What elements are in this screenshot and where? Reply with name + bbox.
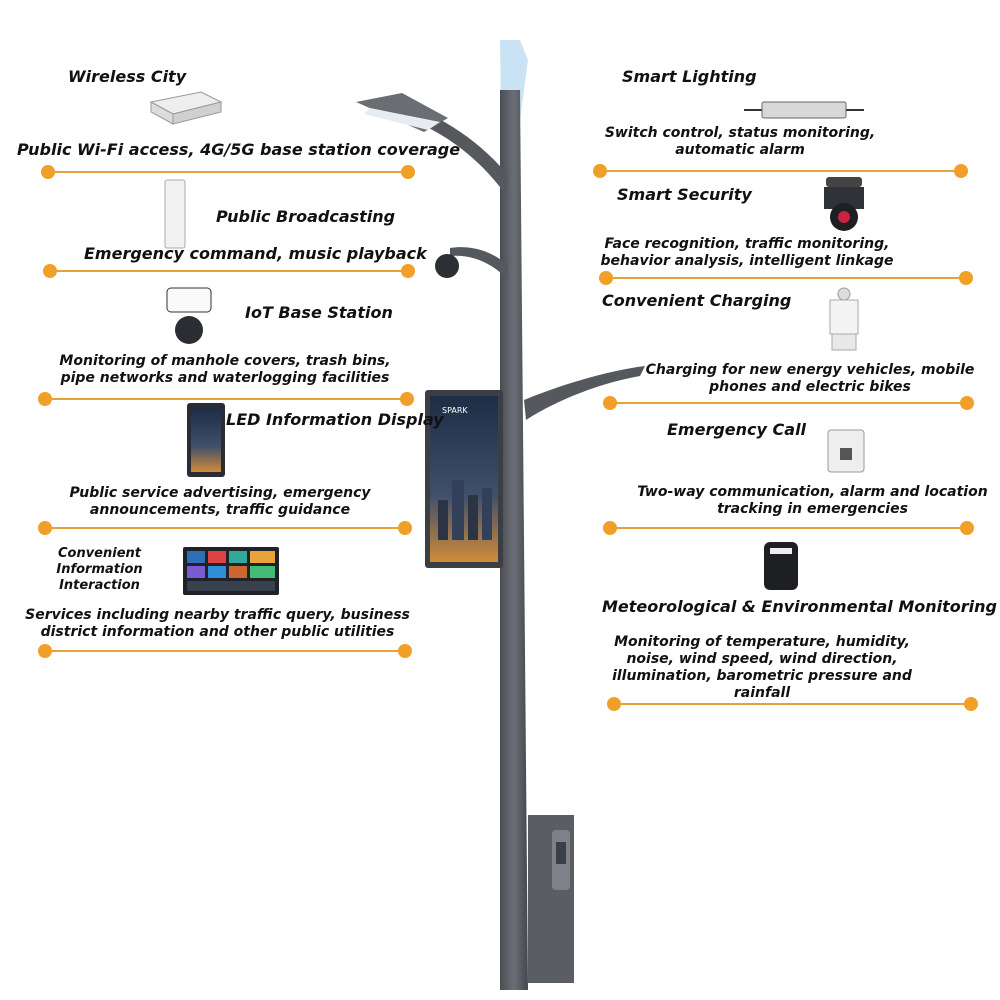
connector-led-information-display xyxy=(45,527,405,529)
title-emergency-call: Emergency Call xyxy=(667,420,807,439)
weather-sensor-icon xyxy=(826,286,862,354)
desc-meteorological-environmental-monitoring: Monitoring of temperature, humidity, noise, wind speed, wind direction, illumination, barometric pressure and rainfall xyxy=(612,634,912,701)
title-public-broadcasting: Public Broadcasting xyxy=(216,207,396,226)
connector-smart-security xyxy=(606,277,966,279)
connector-iot-base-station xyxy=(45,398,407,400)
title-wireless-city: Wireless City xyxy=(68,67,187,86)
desc-led-information-display: Public service advertising, emergency announcements, traffic guidance xyxy=(69,485,371,518)
title-iot-base-station: IoT Base Station xyxy=(245,303,393,322)
desc-iot-base-station: Monitoring of manhole covers, trash bins, pipe networks and waterlogging facilities xyxy=(59,353,391,386)
touch-panel-icon xyxy=(183,547,279,595)
wifi-router-icon xyxy=(143,86,223,126)
charger-icon xyxy=(762,540,800,592)
desc-public-broadcasting: Emergency command, music playback xyxy=(84,244,427,263)
desc-convenient-charging: Charging for new energy vehicles, mobile phones and electric bikes xyxy=(645,362,975,395)
title-convenient-information-interaction: Convenient Information Interaction xyxy=(56,546,143,593)
title-convenient-charging: Convenient Charging xyxy=(602,291,792,310)
title-led-information-display: LED Information Display xyxy=(226,410,444,429)
desc-wireless-city: Public Wi-Fi access, 4G/5G base station coverage xyxy=(17,140,461,159)
title-smart-security: Smart Security xyxy=(617,185,752,204)
title-meteorological-environmental-monitoring: Meteorological & Environmental Monitoring xyxy=(602,597,997,616)
desc-smart-security: Face recognition, traffic monitoring, behavior analysis, intelligent linkage xyxy=(600,236,894,269)
connector-public-broadcasting xyxy=(50,270,408,272)
lamp-controller-icon xyxy=(744,98,864,122)
title-smart-lighting: Smart Lighting xyxy=(622,67,757,86)
connector-smart-lighting xyxy=(600,170,961,172)
connector-convenient-charging xyxy=(610,402,967,404)
connector-emergency-call xyxy=(610,527,967,529)
desc-smart-lighting: Switch control, status monitoring, automatic alarm xyxy=(604,125,876,158)
connector-convenient-information-interaction xyxy=(45,650,405,652)
connector-wireless-city xyxy=(48,171,408,173)
desc-convenient-information-interaction: Services including nearby traffic query, business district information and other public utilities xyxy=(25,607,410,640)
desc-emergency-call: Two-way communication, alarm and location tracking in emergencies xyxy=(637,484,988,517)
dome-camera-icon xyxy=(820,175,868,233)
iot-gateway-icon xyxy=(163,284,223,346)
speaker-column-icon xyxy=(163,178,187,250)
intercom-icon xyxy=(826,428,866,474)
connector-meteorological-environmental-monitoring xyxy=(614,703,971,705)
led-screen-icon xyxy=(186,402,226,478)
svg-text:SPARK: SPARK xyxy=(442,406,468,415)
